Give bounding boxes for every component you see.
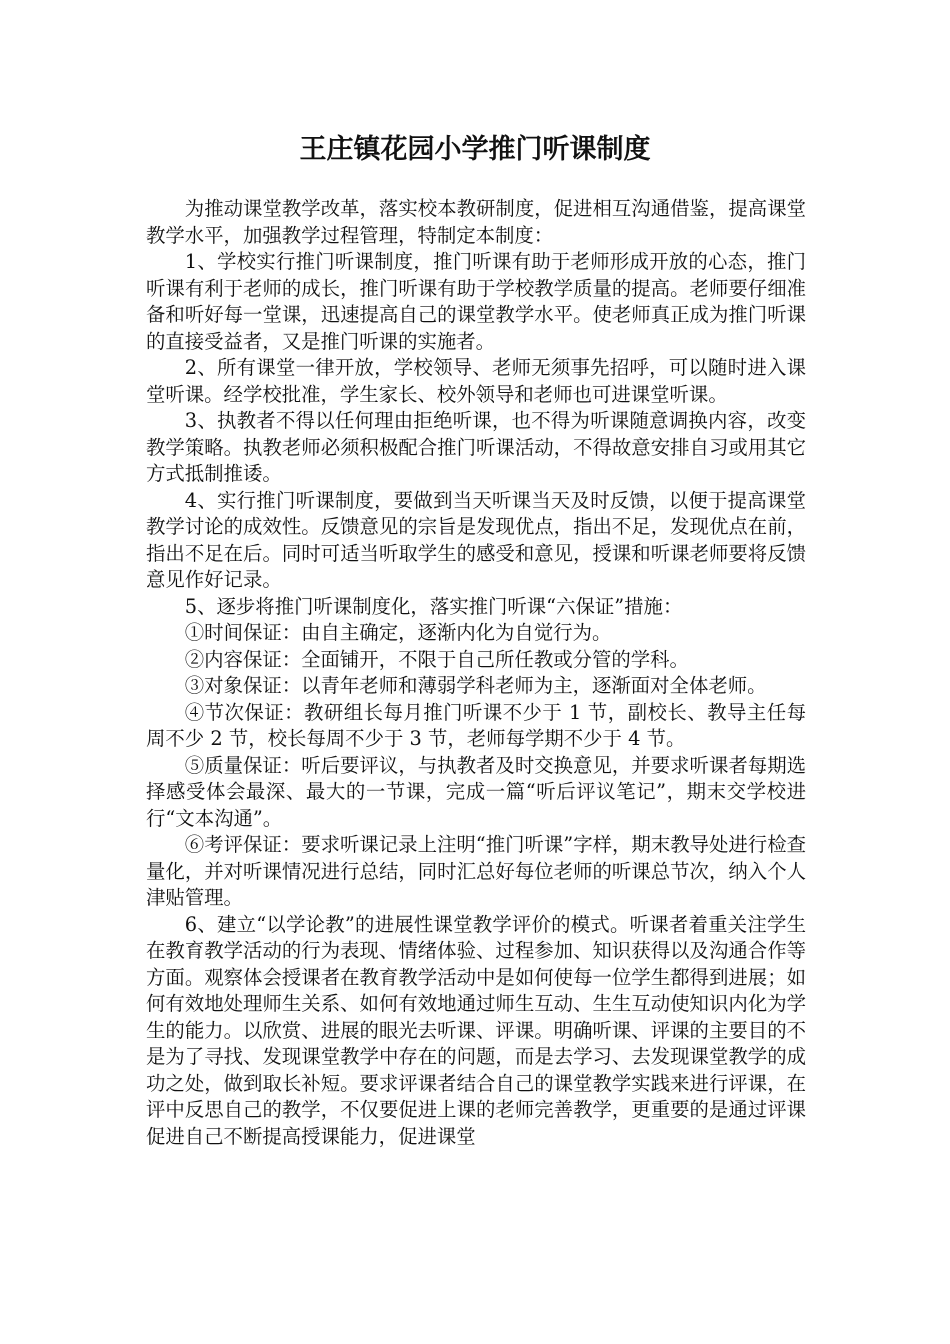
paragraph-item-2: 2、所有课堂一律开放，学校领导、老师无须事先招呼，可以随时进入课堂听课。经学校批准，学生家长、校外领导和老师也可进课堂听课。: [146, 356, 806, 406]
paragraph-item-5: 5、逐步将推门听课制度化，落实推门听课“六保证”措施：: [184, 594, 683, 618]
paragraph-intro: 为推动课堂教学改革，落实校本教研制度，促进相互沟通借鉴，提高课堂教学水平，加强教学过程管理，特制定本制度：: [146, 197, 806, 247]
document-title: 王庄镇花园小学推门听课制度: [299, 134, 651, 165]
guarantee-content: ②内容保证：全面铺开，不限于自己所任教或分管的学科。: [184, 647, 689, 671]
guarantee-evaluation: ⑥考评保证：要求听课记录上注明“推门听课”字样，期末教导处进行检查量化，并对听课情况进行总结，同时汇总好每位老师的听课总节次，纳入个人津贴管理。: [146, 833, 806, 909]
paragraph-item-4: 4、实行推门听课制度，要做到当天听课当天及时反馈，以便于提高课堂教学讨论的成效性。反馈意见的宗旨是发现优点，指出不足，发现优点在前，指出不足在后。同时可适当听取学生的感受和意见，授课和听课老师要将反馈意见作好记录。: [146, 488, 806, 591]
document-body: [146, 196, 806, 1150]
guarantee-time: ①时间保证：由自主确定，逐渐内化为自觉行为。: [184, 621, 612, 644]
paragraph-item-6: 6、建立“以学论教”的进展性课堂教学评价的模式。听课者着重关注学生在教育教学活动的行为表现、情绪体验、过程参加、知识获得以及沟通合作等方面。观察体会授课者在教育教学活动中是如何使每一位学生都得到进展；如何有效地处理师生关系、如何有效地通过师生互动、生生互动使知识内化为学生的能力。以欣赏、进展的眼光去听课、评课。明确听课、评课的主要目的不是为了寻找、发现课堂教学中存在的问题，而是去学习、去发现课堂教学的成功之处，做到取长补短。要求评课者结合自己的课堂教学实践来进行评课，在评中反思自己的教学，不仅要促进上课的老师完善教学，更重要的是通过评课促进自己不断提高授课能力，促进课堂: [146, 912, 806, 1148]
guarantee-target: ③对象保证：以青年老师和薄弱学科老师为主，逐渐面对全体老师。: [184, 674, 767, 697]
guarantee-quality: ⑤质量保证：听后要评议，与执教者及时交换意见，并要求听课者每期选择感受体会最深、最大的一节课，完成一篇“听后评议笔记”，期末交学校进行“文本沟通”。: [146, 753, 806, 830]
paragraph-item-1: 1、学校实行推门听课制度，推门听课有助于老师形成开放的心态，推门听课有利于老师的成长，推门听课有助于学校教学质量的提高。老师要仔细准备和听好每一堂课，迅速提高自己的课堂教学水平。使老师真正成为推门听课的直接受益者，又是推门听课的实施者。: [146, 250, 806, 353]
guarantee-sessions: ④节次保证：教研组长每月推门听课不少于 1 节，副校长、教导主任每周不少 2 节，校长每周不少于 3 节，老师每学期不少于 4 节。: [146, 700, 806, 750]
paragraph-item-3: 3、执教者不得以任何理由拒绝听课，也不得为听课随意调换内容，改变教学策略。执教老师必须积极配合推门听课活动，不得故意安排自习或用其它方式抵制推诿。: [146, 409, 806, 485]
